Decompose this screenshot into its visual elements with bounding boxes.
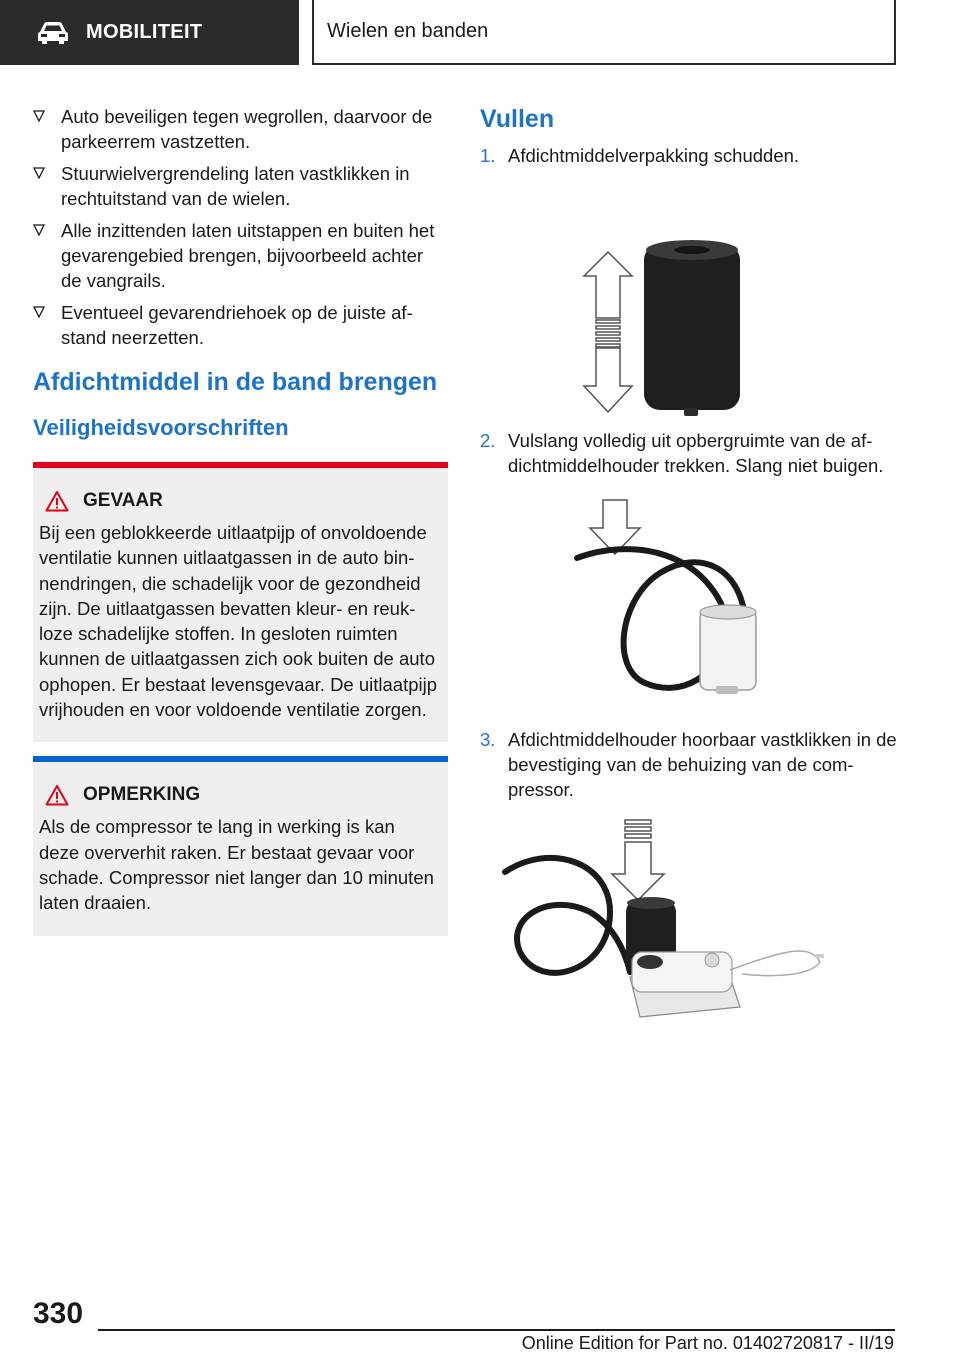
- triangle-bullet-icon: [33, 110, 45, 122]
- left-column: [33, 104, 448, 936]
- footer-edition: Online Edition for Part no. 01402720817 - II/19: [521, 1333, 894, 1353]
- header-section-title: MOBILITEIT: [86, 21, 203, 43]
- step-item: [480, 428, 900, 478]
- figure-attach-compressor: [480, 802, 900, 1032]
- list-item-text: Auto beveiligen tegen wegrollen, daarvoor de parkeerrem vastzetten.: [61, 106, 433, 152]
- section-heading: Afdichtmiddel in de band brengen: [33, 368, 438, 396]
- warning-triangle-icon: [45, 490, 69, 512]
- notice-title: OPMERKING: [83, 784, 201, 806]
- notice-box: [33, 756, 448, 935]
- danger-title-row: [45, 488, 440, 514]
- header-chapter-title: Wielen en banden: [327, 20, 489, 42]
- list-item: [33, 104, 448, 154]
- step-number: 3.: [480, 729, 496, 750]
- step-number: 2.: [480, 430, 496, 451]
- figure-shake-bottle: [480, 168, 900, 428]
- list-item-text: Stuurwielvergrendeling laten vastklikken in rechtuitstand van de wielen.: [61, 163, 410, 209]
- list-item: [33, 218, 448, 293]
- step-item: [480, 143, 900, 168]
- right-column: [480, 104, 900, 1032]
- triangle-bullet-icon: [33, 167, 45, 179]
- warning-triangle-icon: [45, 784, 69, 806]
- notice-body: Als de compressor te lang in werking is kan deze oververhit raken. Er bestaat gevaar voor schade. Compressor niet langer dan 10 minuten laten draaien.: [39, 816, 434, 914]
- list-item: [33, 300, 448, 350]
- shake-bottle-illustration: [480, 168, 900, 428]
- triangle-bullet-icon: [33, 306, 45, 318]
- step-item: [480, 727, 900, 802]
- pull-hose-illustration: [480, 478, 900, 723]
- step-text: Vulslang volledig uit opbergruimte van de afdichtmiddelhouder trekken. Slang niet buigen.: [508, 430, 884, 476]
- footer-divider: [98, 1329, 895, 1331]
- step-number: 1.: [480, 145, 496, 166]
- danger-body: Bij een geblokkeerde uitlaatpijp of onvoldoende ventilatie kunnen uitlaatgassen in de auto binnendringen, die schadelijk voor de gezondheid zijn. De uitlaatgassen bevatten kleur- en reukloze schadelijke stoffen. In gesloten ruimten kunnen de uitlaatgassen zich ook buiten de auto ophopen. Er bestaat levensgevaar. De uitlaatpijp vrijhouden en voor voldoende ventilatie zorgen.: [39, 522, 438, 721]
- page-number: 330: [33, 1297, 84, 1330]
- step-text: Afdichtmiddelhouder hoorbaar vastklikken in de bevestiging van de behuizing van de compressor.: [508, 729, 897, 800]
- header-chapter-box: [312, 0, 896, 65]
- attach-compressor-illustration: [480, 802, 900, 1032]
- triangle-bullet-icon: [33, 224, 45, 236]
- precaution-list: [33, 104, 448, 350]
- subsection-heading: Veiligheidsvoorschriften: [33, 415, 289, 440]
- step-text: Afdichtmiddelverpakking schudden.: [508, 145, 800, 166]
- header-section-tab: [0, 0, 299, 65]
- list-item-text: Eventueel gevarendriehoek op de juiste afstand neerzetten.: [61, 302, 413, 348]
- figure-pull-hose: [480, 478, 900, 723]
- danger-title: GEVAAR: [83, 490, 163, 511]
- list-item: [33, 161, 448, 211]
- danger-box: [33, 462, 448, 742]
- car-icon: [36, 21, 70, 45]
- list-item-text: Alle inzittenden laten uitstappen en buiten het gevarengebied brengen, bijvoorbeeld achter de vangrails.: [61, 220, 435, 291]
- notice-title-row: [45, 782, 440, 808]
- fill-heading: Vullen: [480, 105, 555, 133]
